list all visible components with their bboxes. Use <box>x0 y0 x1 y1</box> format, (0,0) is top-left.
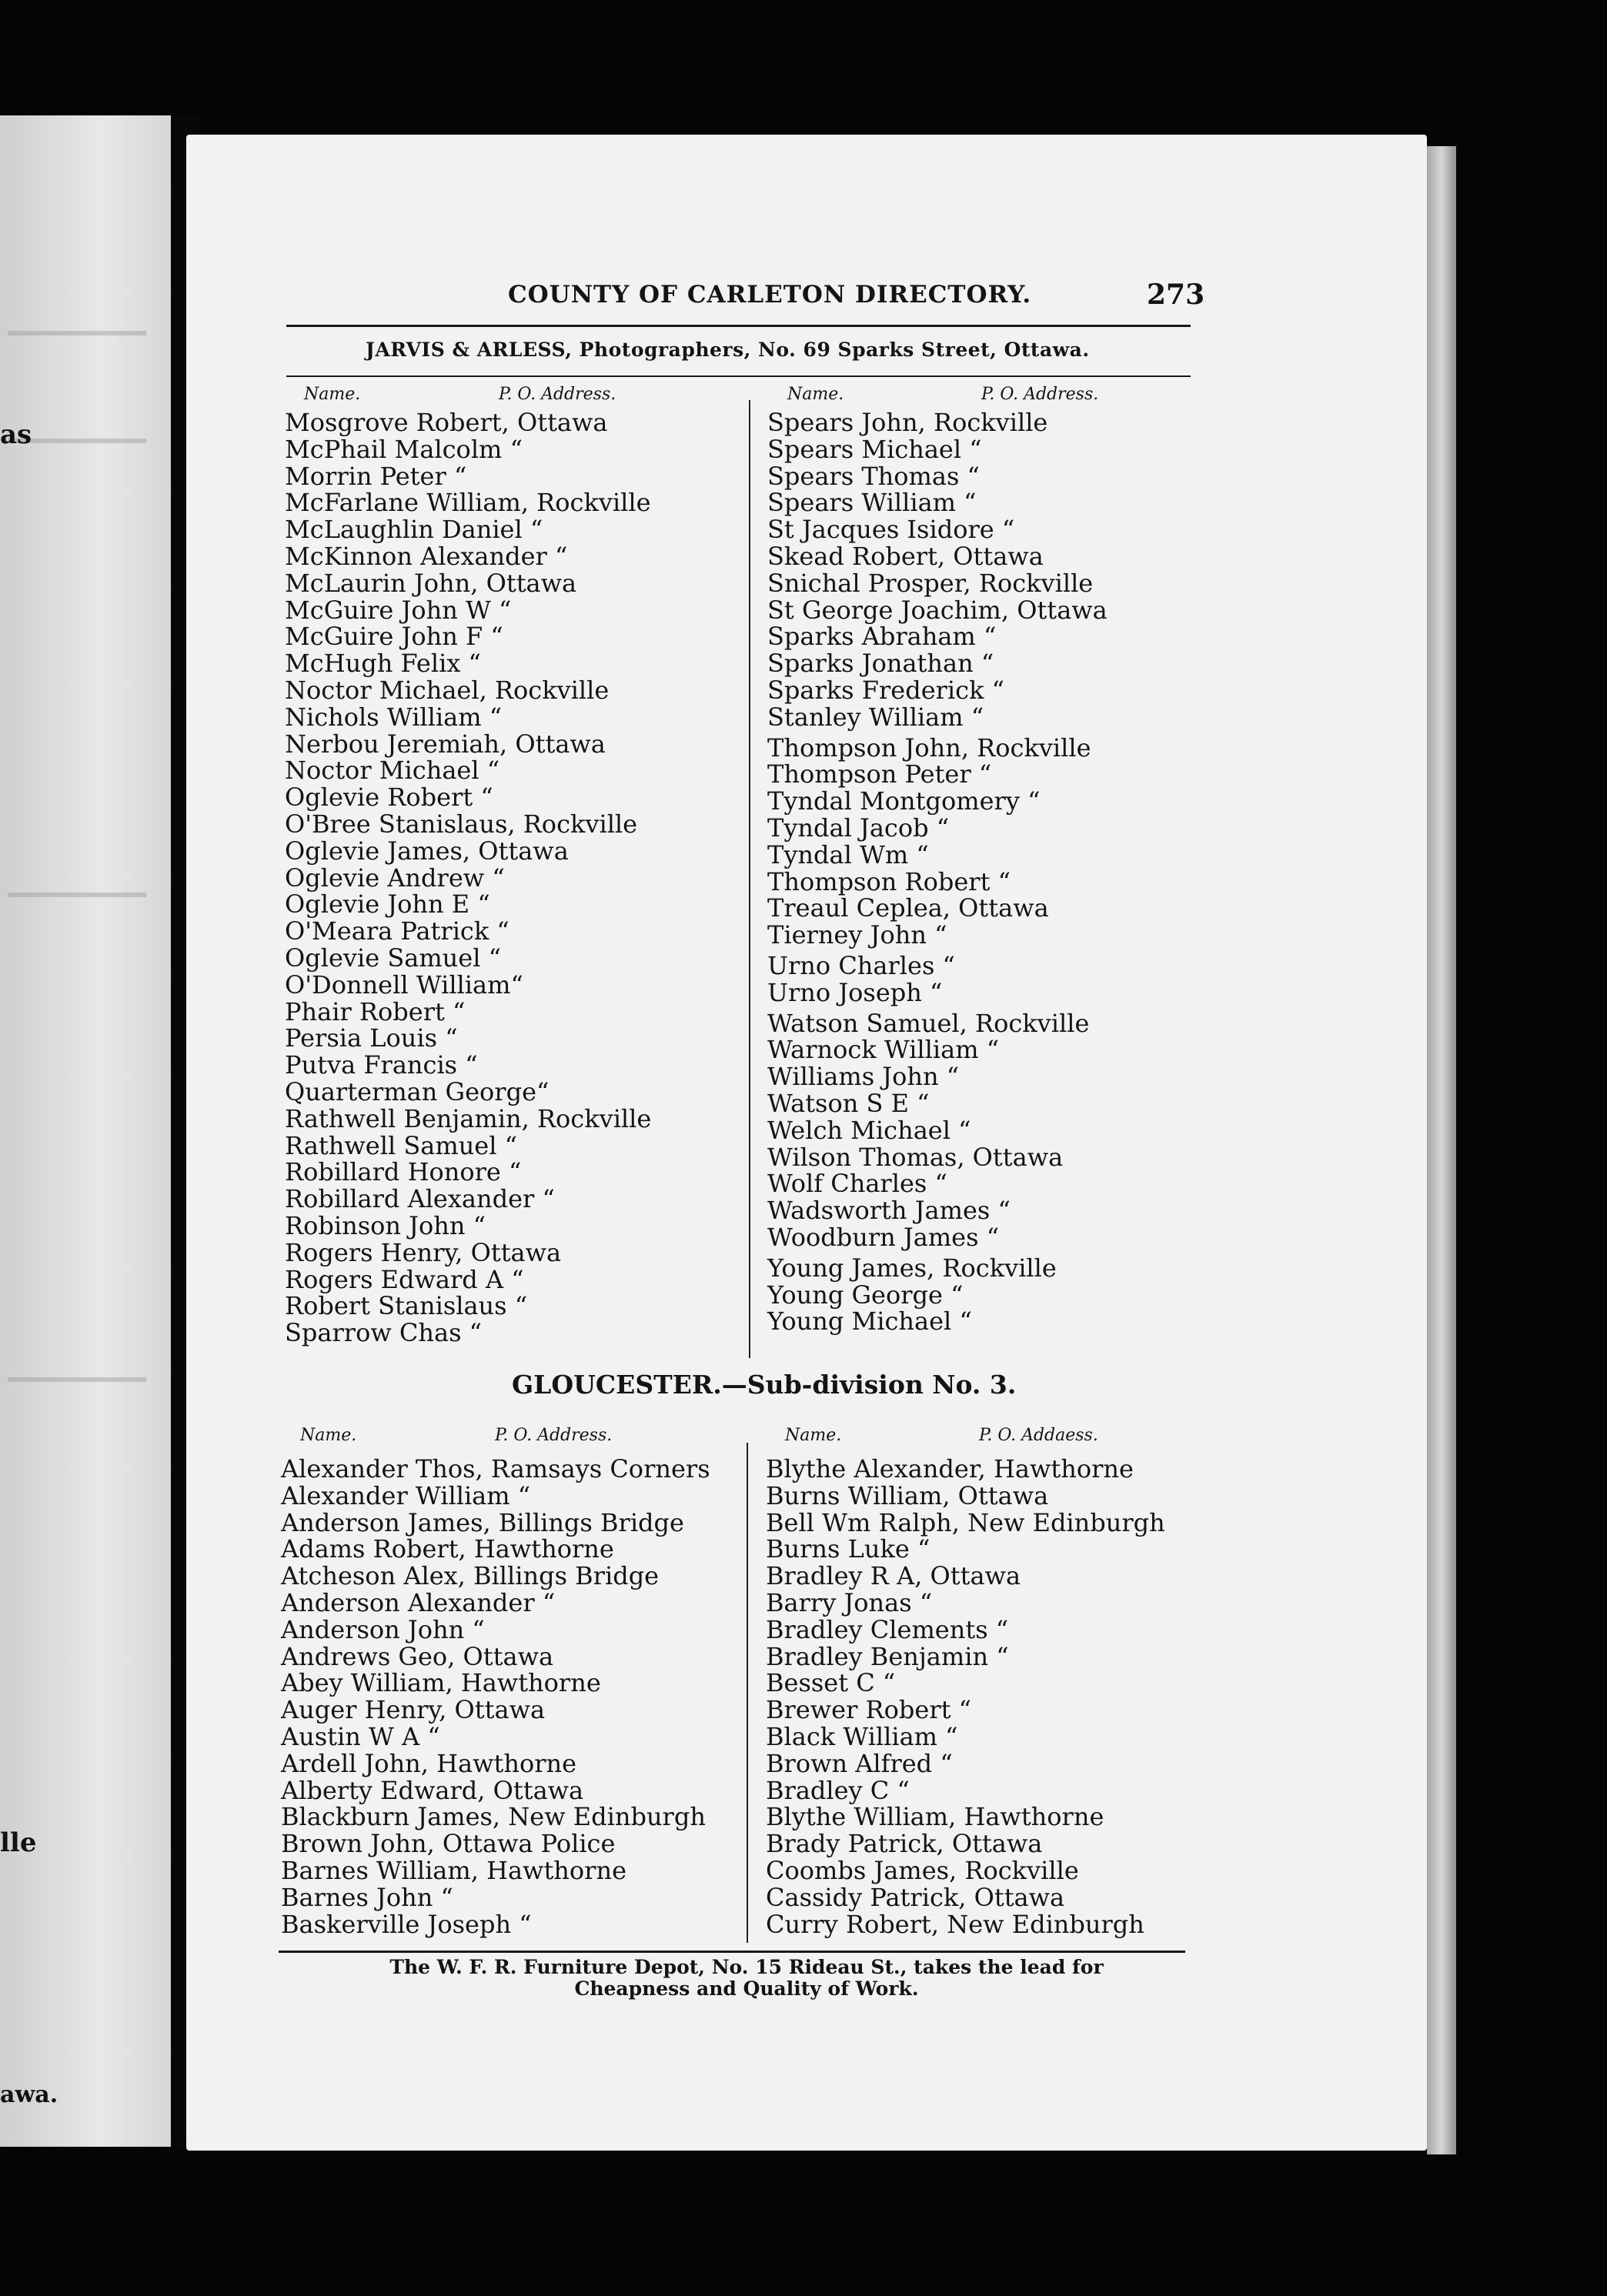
column-header-address: P. O. Address. <box>981 385 1099 404</box>
directory-entry: Barnes John “ <box>281 1882 453 1912</box>
directory-entry: Robinson John “ <box>285 1210 486 1240</box>
directory-entry: Noctor Michael “ <box>285 756 500 786</box>
directory-entry: Warnock William “ <box>767 1035 1000 1065</box>
directory-entry: Burns Luke “ <box>766 1534 930 1564</box>
directory-entry: Urno Charles “ <box>767 950 955 980</box>
column-divider <box>747 1443 748 1943</box>
directory-entry: Williams John “ <box>767 1062 960 1092</box>
left-page-fragment: as <box>0 419 32 450</box>
directory-entry: Auger Henry, Ottawa <box>281 1695 546 1725</box>
directory-entry: McGuire John W “ <box>285 595 512 625</box>
directory-entry: Sparks Abraham “ <box>767 622 997 652</box>
directory-entry: Cassidy Patrick, Ottawa <box>766 1882 1065 1912</box>
directory-entry: Noctor Michael, Rockville <box>285 675 610 705</box>
directory-entry: Young George “ <box>767 1280 964 1310</box>
directory-entry: Oglevie Robert “ <box>285 783 493 813</box>
directory-entry: Tyndal Jacob “ <box>767 813 950 843</box>
directory-entry: Spears Thomas “ <box>767 461 980 491</box>
left-page-fragment: awa. <box>0 2081 58 2108</box>
directory-entry: Brown Alfred “ <box>766 1748 953 1778</box>
directory-entry: Rathwell Benjamin, Rockville <box>285 1103 652 1133</box>
directory-entry: Alexander Thos, Ramsays Corners <box>281 1454 710 1483</box>
directory-entry: McLaughlin Daniel “ <box>285 515 543 545</box>
column-header-address: P. O. Addaess. <box>979 1426 1098 1445</box>
directory-entry: Alexander William “ <box>281 1480 531 1510</box>
directory-entry: Putva Francis “ <box>285 1050 478 1080</box>
directory-entry: Coombs James, Rockville <box>766 1855 1079 1885</box>
directory-entry: Oglevie John E “ <box>285 889 490 919</box>
section2-left-column <box>281 1456 710 1937</box>
advertisement-rule <box>286 375 1191 377</box>
directory-entry: Nichols William “ <box>285 702 503 732</box>
directory-entry: Young Michael “ <box>767 1307 972 1337</box>
directory-entry: Spears William “ <box>767 488 977 518</box>
directory-entry: Barnes William, Hawthorne <box>281 1855 627 1885</box>
directory-entry: Blythe Alexander, Hawthorne <box>766 1454 1134 1483</box>
directory-entry: Brown John, Ottawa Police <box>281 1829 616 1859</box>
directory-entry: Snichal Prosper, Rockville <box>767 568 1094 598</box>
column-header-address: P. O. Address. <box>495 1426 613 1445</box>
faded-text-line <box>8 331 146 335</box>
directory-entry: Ardell John, Hawthorne <box>281 1748 577 1778</box>
directory-entry: Watson Samuel, Rockville <box>767 1008 1090 1038</box>
column-header-name: Name. <box>785 1426 842 1445</box>
directory-entry: Black William “ <box>766 1721 958 1751</box>
directory-entry: Nerbou Jeremiah, Ottawa <box>285 729 606 759</box>
directory-entry: Anderson Alexander “ <box>281 1587 556 1617</box>
directory-entry: McKinnon Alexander “ <box>285 541 568 571</box>
directory-entry: Brady Patrick, Ottawa <box>766 1829 1043 1859</box>
directory-entry: Quarterman George“ <box>285 1076 550 1106</box>
directory-entry: Wadsworth James “ <box>767 1196 1011 1226</box>
faded-text-line <box>8 893 146 897</box>
directory-entry: Blackburn James, New Edinburgh <box>281 1802 706 1832</box>
section-title: GLOUCESTER.—Sub-division No. 3. <box>512 1370 1017 1400</box>
column-header-name: Name. <box>304 385 361 404</box>
directory-entry: Andrews Geo, Ottawa <box>281 1641 554 1671</box>
directory-entry: Spears John, Rockville <box>767 408 1048 437</box>
directory-entry: Brewer Robert “ <box>766 1695 972 1725</box>
directory-entry: O'Donnell William“ <box>285 969 523 999</box>
directory-entry: Tyndal Wm “ <box>767 839 929 869</box>
directory-entry: Tyndal Montgomery “ <box>767 786 1041 816</box>
faded-text-line <box>8 1377 146 1382</box>
directory-entry: Barry Jonas “ <box>766 1587 933 1617</box>
column-header-name: Name. <box>787 385 844 404</box>
directory-entry: McFarlane William, Rockville <box>285 488 651 518</box>
section1-right-column <box>767 409 1108 1335</box>
directory-entry: Robillard Alexander “ <box>285 1184 555 1214</box>
directory-entry: Bradley Clements “ <box>766 1614 1009 1644</box>
directory-entry: Sparks Frederick “ <box>767 675 1004 705</box>
directory-entry: Wolf Charles “ <box>767 1169 947 1199</box>
directory-entry: Watson S E “ <box>767 1088 930 1118</box>
section2-right-column <box>766 1456 1165 1937</box>
directory-entry: Rogers Edward A “ <box>285 1264 524 1294</box>
section1-left-column <box>285 409 651 1347</box>
column-header-address: P. O. Address. <box>499 385 616 404</box>
header-rule <box>286 325 1191 327</box>
directory-entry: Anderson James, Billings Bridge <box>281 1507 684 1537</box>
directory-entry: Oglevie Samuel “ <box>285 943 501 973</box>
directory-entry: Spears Michael “ <box>767 434 982 464</box>
column-divider <box>749 400 750 1358</box>
top-advertisement: JARVIS & ARLESS, Photographers, No. 69 Sparks Street, Ottawa. <box>366 339 1090 361</box>
running-head: COUNTY OF CARLETON DIRECTORY. <box>508 281 1032 309</box>
directory-entry: Blythe William, Hawthorne <box>766 1802 1104 1832</box>
directory-entry: Skead Robert, Ottawa <box>767 541 1044 571</box>
directory-entry: Robert Stanislaus “ <box>285 1291 528 1321</box>
directory-entry: Adams Robert, Hawthorne <box>281 1534 614 1564</box>
directory-entry: Persia Louis “ <box>285 1023 458 1053</box>
directory-entry: Phair Robert “ <box>285 996 466 1026</box>
column-header-name: Name. <box>300 1426 357 1445</box>
directory-entry: Rogers Henry, Ottawa <box>285 1237 562 1267</box>
directory-entry: Oglevie Andrew “ <box>285 863 505 893</box>
directory-entry: St Jacques Isidore “ <box>767 515 1015 545</box>
bottom-advertisement-line: Cheapness and Quality of Work. <box>574 1977 919 2000</box>
directory-entry: Thompson Peter “ <box>767 759 992 789</box>
directory-entry: Thompson John, Rockville <box>767 733 1091 763</box>
directory-entry: Anderson John “ <box>281 1614 485 1644</box>
directory-entry: McGuire John F “ <box>285 622 503 652</box>
directory-entry: St George Joachim, Ottawa <box>767 595 1108 625</box>
directory-entry: McHugh Felix “ <box>285 649 481 679</box>
directory-entry: Sparrow Chas “ <box>285 1318 483 1348</box>
directory-entry: Bradley R A, Ottawa <box>766 1561 1021 1591</box>
directory-entry: Woodburn James “ <box>767 1222 1000 1252</box>
directory-entry: O'Meara Patrick “ <box>285 916 509 946</box>
directory-entry: McLaurin John, Ottawa <box>285 568 577 598</box>
directory-entry: Bradley C “ <box>766 1775 910 1805</box>
directory-entry: Abey William, Hawthorne <box>281 1668 601 1698</box>
directory-entry: Mosgrove Robert, Ottawa <box>285 408 608 437</box>
directory-entry: Robillard Honore “ <box>285 1157 522 1187</box>
directory-entry: Burns William, Ottawa <box>766 1480 1049 1510</box>
directory-entry: McPhail Malcolm “ <box>285 434 523 464</box>
directory-entry: Bradley Benjamin “ <box>766 1641 1009 1671</box>
directory-entry: Stanley William “ <box>767 702 984 732</box>
directory-entry: Austin W A “ <box>281 1721 440 1751</box>
page-edges <box>1427 146 1456 2154</box>
directory-entry: Baskerville Joseph “ <box>281 1909 532 1939</box>
directory-entry: Rathwell Samuel “ <box>285 1130 517 1160</box>
directory-entry: Oglevie James, Ottawa <box>285 836 569 866</box>
directory-entry: Curry Robert, New Edinburgh <box>766 1909 1144 1939</box>
directory-entry: Besset C “ <box>766 1668 896 1698</box>
directory-entry: Sparks Jonathan “ <box>767 649 994 679</box>
bottom-advertisement <box>304 1957 1189 2000</box>
directory-entry: Morrin Peter “ <box>285 461 467 491</box>
directory-entry: Young James, Rockville <box>767 1253 1057 1283</box>
directory-entry: Tierney John “ <box>767 920 947 950</box>
directory-entry: O'Bree Stanislaus, Rockville <box>285 809 638 839</box>
directory-entry: Thompson Robert “ <box>767 866 1011 896</box>
directory-entry: Atcheson Alex, Billings Bridge <box>281 1561 660 1591</box>
directory-entry: Wilson Thomas, Ottawa <box>767 1142 1064 1172</box>
left-page-fragment: lle <box>0 1827 37 1858</box>
directory-entry: Treaul Ceplea, Ottawa <box>767 893 1049 923</box>
page-number: 273 <box>1147 279 1205 311</box>
directory-entry: Bell Wm Ralph, New Edinburgh <box>766 1507 1165 1537</box>
footer-rule <box>279 1951 1185 1953</box>
bottom-advertisement-line: The W. F. R. Furniture Depot, No. 15 Rideau St., takes the lead for <box>389 1956 1104 1978</box>
directory-entry: Urno Joseph “ <box>767 977 943 1007</box>
directory-entry: Alberty Edward, Ottawa <box>281 1775 584 1805</box>
left-facing-page <box>0 115 171 2147</box>
directory-entry: Welch Michael “ <box>767 1115 971 1145</box>
